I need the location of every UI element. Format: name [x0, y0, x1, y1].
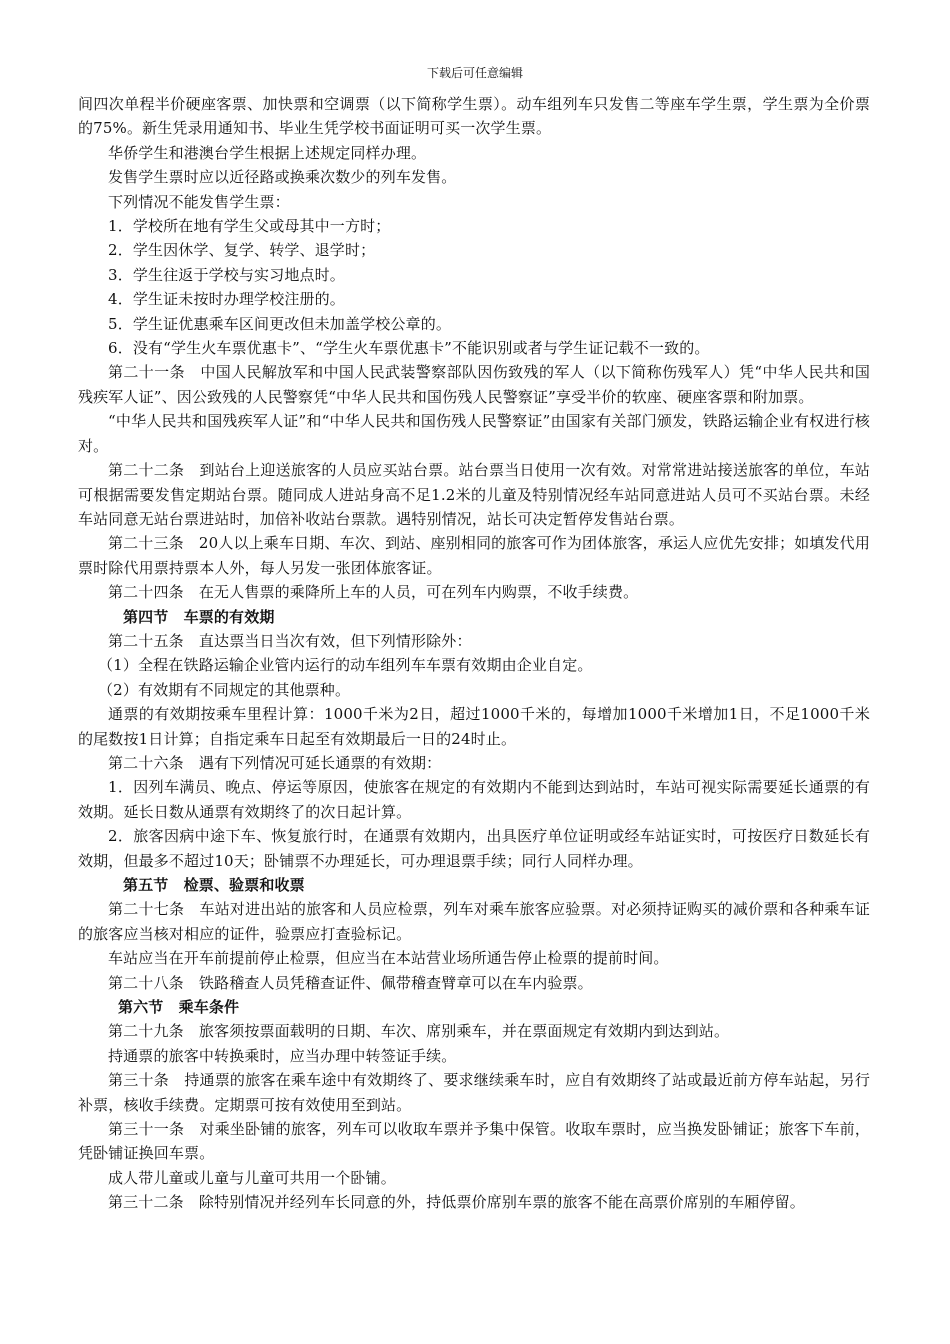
- paragraph: 持通票的旅客中转换乘时，应当办理中转签证手续。: [108, 1046, 457, 1065]
- list-item: （1）全程在铁路运输企业管内运行的动车组列车车票有效期由企业自定。: [98, 656, 593, 675]
- page-header: 下载后可任意编辑: [426, 66, 523, 80]
- article-26: 第二十六条 遇有下列情况可延长通票的有效期：: [108, 753, 442, 772]
- paragraph: 通票的有效期按乘车里程计算：1000千米为2日，超过1000千米的，每增加1000千米增加1日，不足1000千米的尾数按1日计算；自指定乘车日起至有效期最后一日的24时止。: [78, 705, 870, 748]
- article-32: 第三十二条 除特别情况并经列车长同意的外，持低票价席别车票的旅客不能在高票价席别的车厢停留。: [108, 1193, 805, 1212]
- article-21: 第二十一条 中国人民解放军和中国人民武装警察部队因伤致残的军人（以下简称伤残军人）凭“中华人民共和国残疾军人证”、因公致残的人民警察凭“中华人民共和国伤残人民警察证”享受半价的软座、硬座客票和附加票。: [78, 363, 870, 406]
- list-item: 6．没有“学生火车票优惠卡”、“学生火车票优惠卡”不能识别或者与学生证记载不一致的。: [108, 339, 710, 358]
- list-item: 1．因列车满员、晚点、停运等原因，使旅客在规定的有效期内不能到达到站时，车站可视实际需要延长通票的有效期。延长日数从通票有效期终了的次日起计算。: [78, 778, 870, 821]
- list-item: 2．学生因休学、复学、转学、退学时；: [108, 241, 376, 260]
- paragraph: “中华人民共和国残疾军人证”和“中华人民共和国伤残人民警察证”由国家有关部门颁发，铁路运输企业有权进行核对。: [78, 412, 870, 455]
- article-28: 第二十八条 铁路稽查人员凭稽查证件、佩带稽查臂章可以在车内验票。: [108, 973, 593, 992]
- article-22: 第二十二条 到站台上迎送旅客的人员应买站台票。站台票当日使用一次有效。对常常进站接送旅客的单位，车站可根据需要发售定期站台票。随同成人进站身高不足1.2米的儿童及特别情况经车站同意进站人员可不买站台票。未经车站同意无站台票进站时，加倍补收站台票款。遇特别情况，站长可决定暂停发售站台票。: [78, 461, 870, 528]
- paragraph: 下列情况不能发售学生票：: [108, 192, 290, 211]
- paragraph: 发售学生票时应以近径路或换乘次数少的列车发售。: [108, 168, 457, 187]
- document-body: [78, 92, 870, 1215]
- section-heading-5: 第五节 检票、验票和收票: [123, 876, 305, 894]
- article-27: 第二十七条 车站对进出站的旅客和人员应检票，列车对乘车旅客应验票。对必须持证购买的减价票和各种乘车证的旅客应当核对相应的证件，验票应打查验标记。: [78, 900, 870, 943]
- section-heading-4: 第四节 车票的有效期: [123, 607, 275, 626]
- list-item: 2．旅客因病中途下车、恢复旅行时，在通票有效期内，出具医疗单位证明或经车站证实时，可按医疗日数延长有效期，但最多不超过10天；卧铺票不办理延长，可办理退票手续；同行人同样办理。: [78, 827, 870, 870]
- article-29: 第二十九条 旅客须按票面载明的日期、车次、席别乘车，并在票面规定有效期内到达到站。: [108, 1022, 730, 1041]
- list-item: 5．学生证优惠乘车区间更改但未加盖学校公章的。: [108, 314, 451, 333]
- article-31: 第三十一条 对乘坐卧铺的旅客，列车可以收取车票并予集中保管。收取车票时，应当换发卧铺证；旅客下车前，凭卧铺证换回车票。: [78, 1120, 870, 1163]
- list-item: 1．学校所在地有学生父或母其中一方时；: [108, 217, 391, 236]
- paragraph: 成人带儿童或儿童与儿童可共用一个卧铺。: [108, 1168, 396, 1187]
- paragraph: 华侨学生和港澳台学生根据上述规定同样办理。: [108, 143, 427, 162]
- list-item: 3．学生往返于学校与实习地点时。: [108, 265, 345, 284]
- section-heading-6: 第六节 乘车条件: [118, 998, 240, 1017]
- list-item: （2）有效期有不同规定的其他票种。: [98, 680, 351, 699]
- article-24: 第二十四条 在无人售票的乘降所上车的人员，可在列车内购票，不收手续费。: [108, 583, 639, 602]
- paragraph: 间四次单程半价硬座客票、加快票和空调票（以下简称学生票）。动车组列车只发售二等座车学生票，学生票为全价票的75%。新生凭录用通知书、毕业生凭学校书面证明可买一次学生票。: [78, 95, 870, 138]
- paragraph: 车站应当在开车前提前停止检票，但应当在本站营业场所通告停止检票的提前时间。: [108, 949, 669, 968]
- article-23: 第二十三条 20人以上乘车日期、车次、到站、座别相同的旅客可作为团体旅客，承运人应优先安排；如填发代用票时除代用票持票本人外，每人另发一张团体旅客证。: [78, 534, 870, 577]
- list-item: 4．学生证未按时办理学校注册的。: [108, 290, 345, 309]
- article-30: 第三十条 持通票的旅客在乘车途中有效期终了、要求继续乘车时，应自有效期终了站或最近前方停车站起，另行补票，核收手续费。定期票可按有效使用至到站。: [78, 1071, 870, 1114]
- article-25: 第二十五条 直达票当日当次有效，但下列情形除外：: [108, 631, 472, 650]
